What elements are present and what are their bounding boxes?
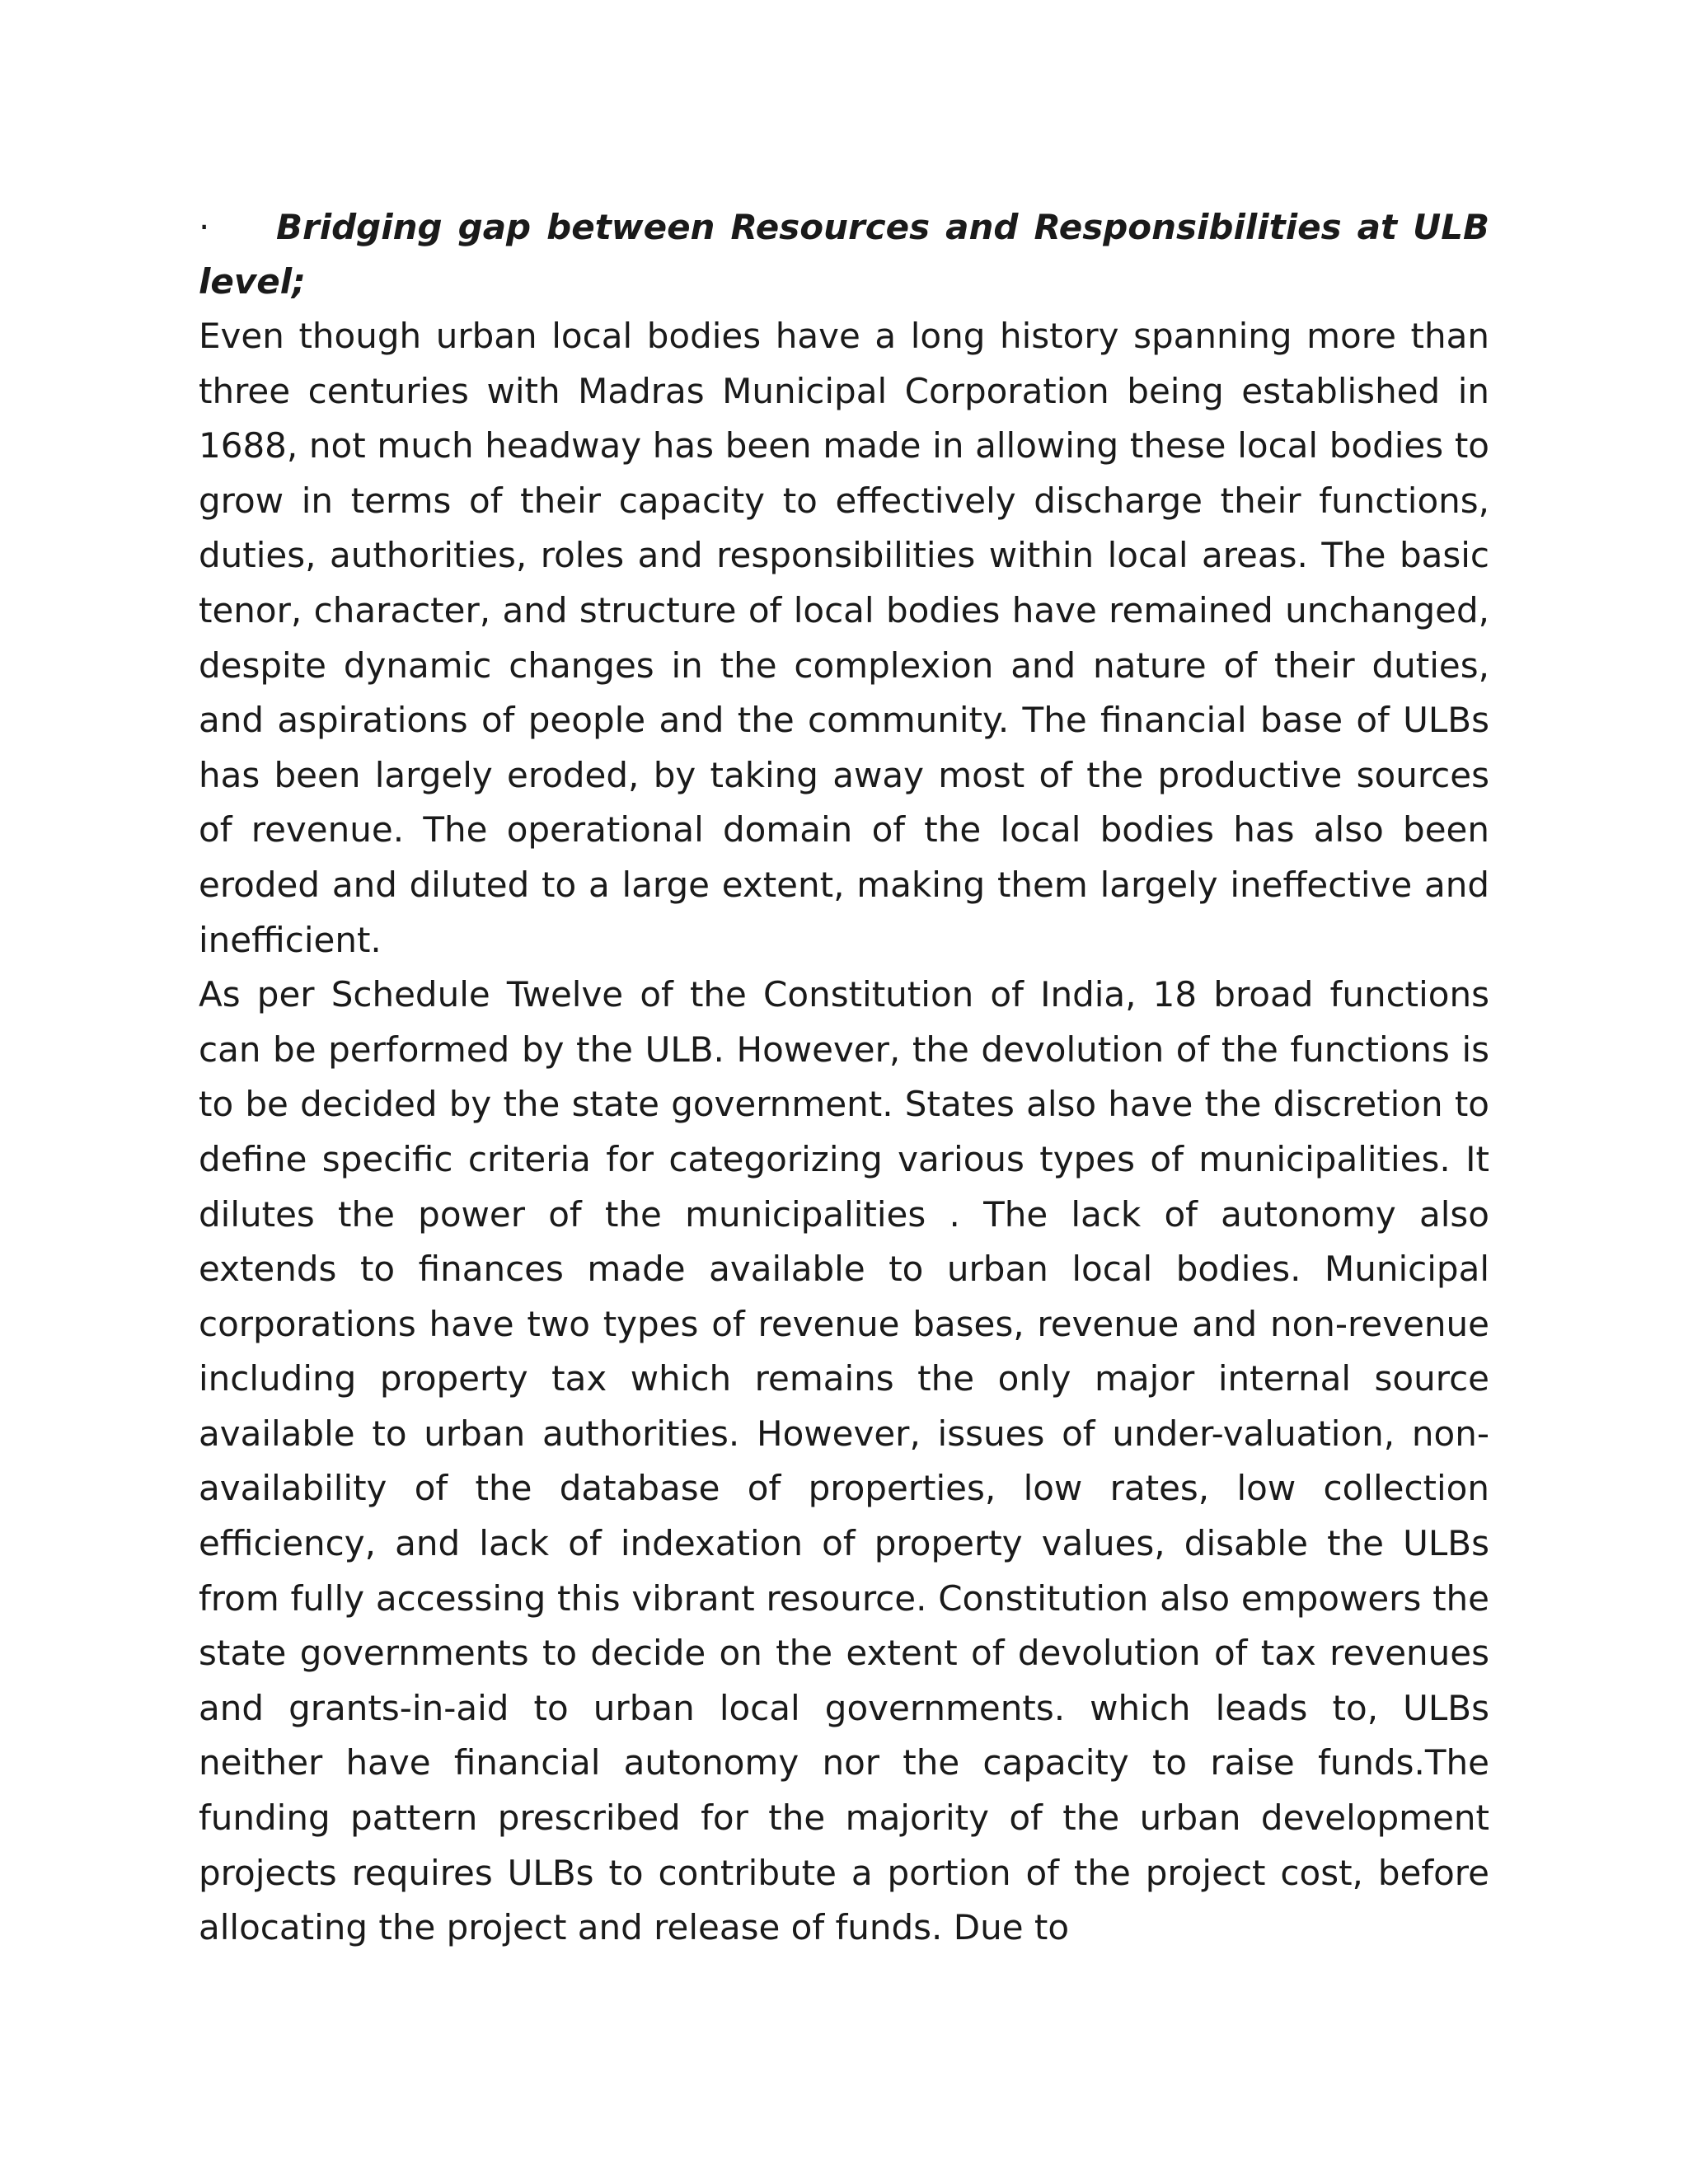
section-heading-text: Bridging gap between Resources and Responsibilities at ULB level; <box>199 207 1489 302</box>
body-paragraph-2: As per Schedule Twelve of the Constitution of India, 18 broad functions can be performed by the ULB. However, the devolution of the functions is to be decided by the state government. States also have the discretion to define specific criteria for categorizing various types of municipalities. It dilutes the power of the municipalities . The lack of autonomy also extends to finances made available to urban local bodies. Municipal corporations have two types of revenue bases, revenue and non-revenue including property tax which remains the only major internal source available to urban authorities. However, issues of under-valuation, non-availability of the database of properties, low rates, low collection efficiency, and lack of indexation of property values, disable the ULBs from fully accessing this vibrant resource. Constitution also empowers the state governments to decide on the extent of devolution of tax revenues and grants-in-aid to urban local governments. which leads to, ULBs neither have financial autonomy nor the capacity to raise funds.The funding pattern prescribed for the majority of the urban development projects requires ULBs to contribute a portion of the project cost, before allocating the project and release of funds. Due to <box>199 974 1489 1948</box>
section-heading <box>199 200 1489 309</box>
document-page <box>199 200 1489 1956</box>
bullet-marker: · <box>199 207 210 247</box>
body-paragraph-1: Even though urban local bodies have a long history spanning more than three centuries with Madras Municipal Corporation being established in 1688, not much headway has been made in allowing these local bodies to grow in terms of their capacity to effectively discharge their functions, duties, authorities, roles and responsibilities within local areas. The basic tenor, character, and structure of local bodies have remained unchanged, despite dynamic changes in the complexion and nature of their duties, and aspirations of people and the community. The financial base of ULBs has been largely eroded, by taking away most of the productive sources of revenue. The operational domain of the local bodies has also been eroded and diluted to a large extent, making them largely ineffective and inefficient. <box>199 316 1489 960</box>
